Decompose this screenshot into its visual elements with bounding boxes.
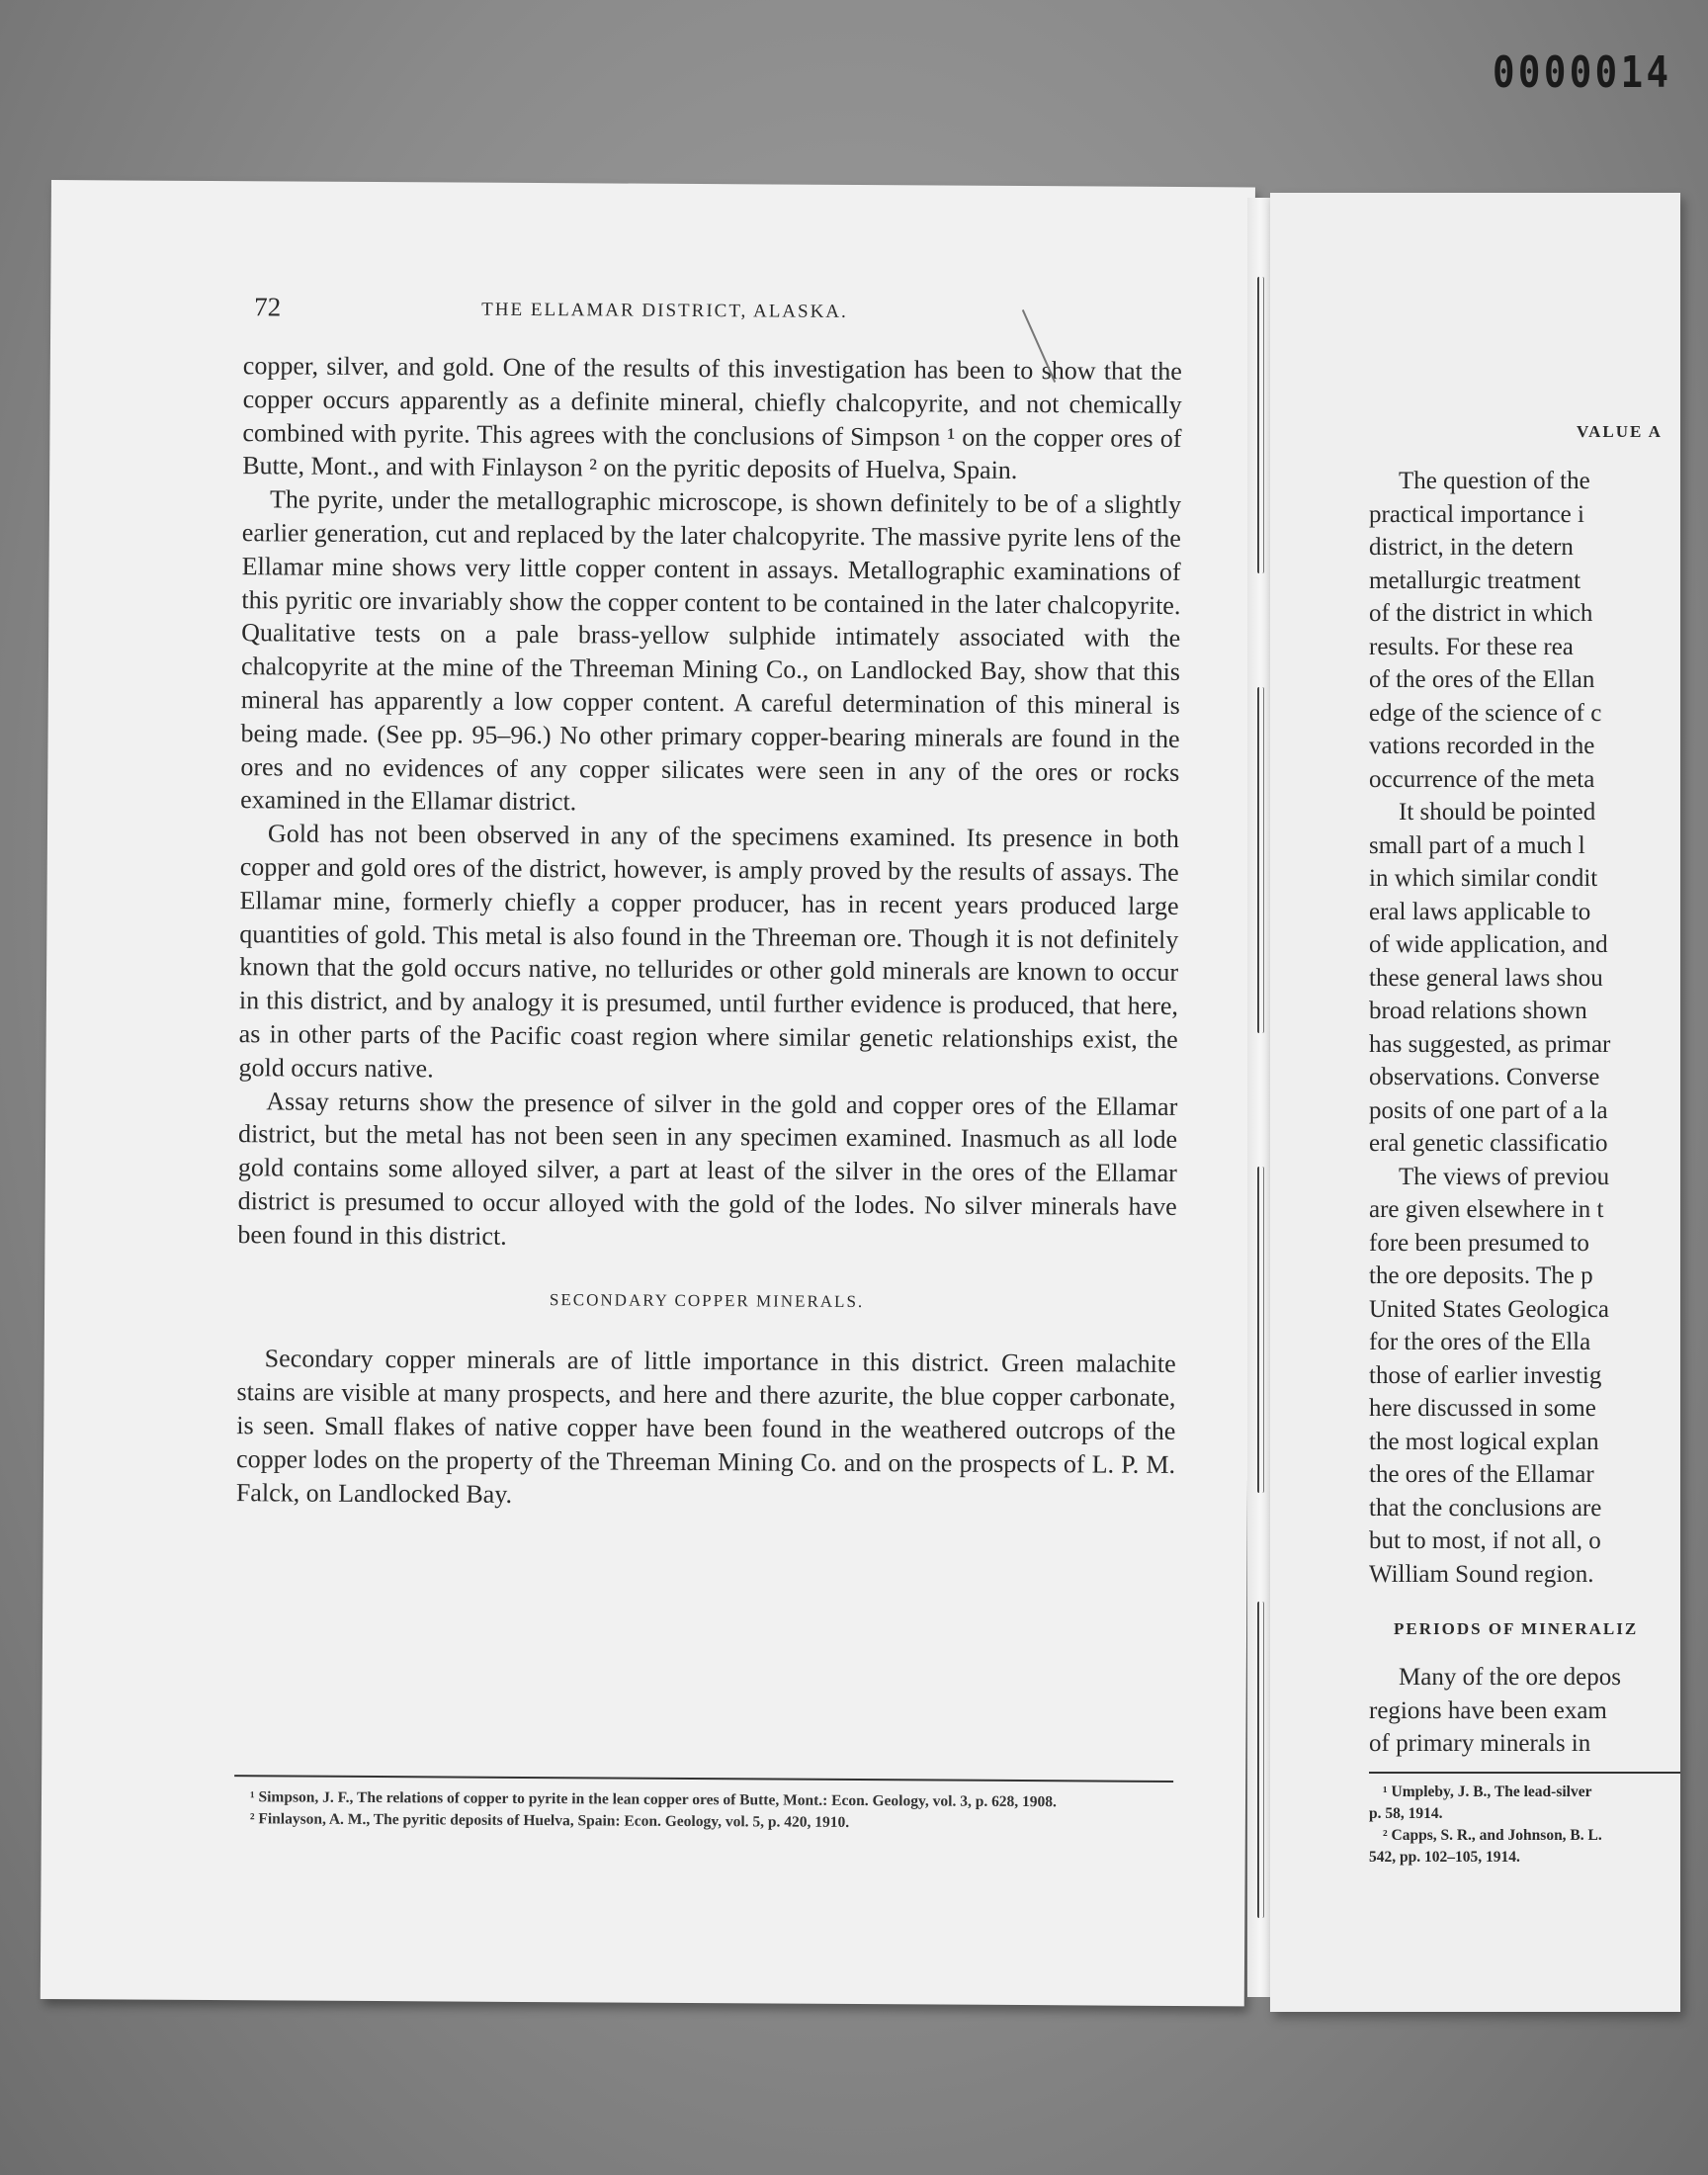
footnotes bbox=[234, 1775, 1173, 1836]
footnote: ² Capps, S. R., and Johnson, B. L. bbox=[1383, 1827, 1602, 1844]
right-body-text bbox=[1369, 1661, 1680, 1761]
right-page bbox=[1270, 193, 1680, 2012]
binding-stitch bbox=[1257, 1602, 1264, 1918]
line: that the conclusions are bbox=[1369, 1494, 1602, 1522]
line: the ores of the Ellamar bbox=[1369, 1461, 1594, 1488]
line: United States Geologica bbox=[1369, 1295, 1609, 1323]
line: eral genetic classificatio bbox=[1369, 1130, 1608, 1157]
running-head bbox=[254, 292, 1144, 336]
paragraph: copper, silver, and gold. One of the results of this investigation has been to show that the copper occurs apparently as a definite mineral, chiefly chalcopyrite, and not chemically combined with pyrite. This agrees with the conclusions of Simpson ¹ on the copper ores of Butte, Mont., and with Finlayson ² on the pyritic deposits of Huelva, Spain. bbox=[242, 351, 1182, 485]
line: the most logical explan bbox=[1369, 1428, 1599, 1455]
line: but to most, if not all, o bbox=[1369, 1527, 1601, 1554]
right-section-heading: PERIODS OF MINERALIZ bbox=[1394, 1619, 1639, 1638]
line: Many of the ore depos bbox=[1399, 1664, 1621, 1691]
binding-stitch bbox=[1257, 1167, 1264, 1493]
line: posits of one part of a la bbox=[1369, 1096, 1608, 1124]
line: of wide application, and bbox=[1369, 931, 1608, 958]
footnote: p. 58, 1914. bbox=[1369, 1805, 1443, 1822]
line: occurrence of the meta bbox=[1369, 765, 1595, 793]
footnote: 542, pp. 102–105, 1914. bbox=[1369, 1849, 1520, 1866]
binding-stitch bbox=[1257, 277, 1264, 573]
line: vations recorded in the bbox=[1369, 733, 1595, 759]
paragraph: Assay returns show the presence of silver in the gold and copper ores of the Ellamar district, but the metal has not been seen in any specimen examined. Inasmuch as all lode gold contains some alloyed silver, a part at least of the silver in the ores of the Ellamar district is presumed to occur alloyed with the gold of the lodes. No silver minerals have been found in this district. bbox=[237, 1086, 1178, 1251]
left-page bbox=[41, 180, 1255, 2006]
right-footnotes bbox=[1369, 1772, 1680, 1869]
footnote: ² Finlayson, A. M., The pyritic deposits of Huelva, Spain: Econ. Geology, vol. 5, p. 420, 1910. bbox=[249, 1810, 850, 1831]
line: observations. Converse bbox=[1369, 1064, 1600, 1090]
footnote: ¹ Simpson, J. F., The relations of copper to pyrite in the lean copper ores of Butte, Mont.: Econ. Geology, vol. 3, p. 628, 1908. bbox=[249, 1788, 1058, 1811]
line: William Sound region. bbox=[1369, 1560, 1594, 1588]
line: the ore deposits. The p bbox=[1369, 1262, 1593, 1289]
line: of primary minerals in bbox=[1369, 1730, 1591, 1757]
paragraph: The pyrite, under the metallographic microscope, is shown definitely to be of a slightly earlier generation, cut and replaced by the later chalcopyrite. The massive pyrite lens of the Ellamar mine shows very little copper content in assays. Metallographic examinations of this pyritic ore invariably show the copper content to be contained in the later chalcopyrite. Qualitative tests on a pale brass-yellow sulphide intimately associated with the chalcopyrite at the mine of the Threeman Mining Co., on Landlocked Bay, show that this mineral has apparently a low copper content. A careful determination of this mineral is being made. (See pp. 95–96.) No other primary copper-bearing minerals are found in the ores and no evidences of any copper silicates were seen in any of the ores or rocks examined in the Ellamar district. bbox=[240, 484, 1182, 817]
line: regions have been exam bbox=[1369, 1696, 1607, 1724]
running-head-title: THE ELLAMAR DISTRICT, ALASKA. bbox=[481, 299, 848, 322]
line: broad relations shown bbox=[1369, 998, 1587, 1024]
line: fore been presumed to bbox=[1369, 1229, 1589, 1257]
body-text bbox=[236, 349, 1182, 1515]
paragraph: Gold has not been observed in any of the specimens examined. Its presence in both copper and gold ores of the district, however, is amply proved by the results of assays. The Ellamar mine, formerly chiefly a copper producer, has in recent years produced large quantities of gold. This metal is also found in the Threeman ore. Though it is not definitely known that the gold occurs native, no tellurides or other gold minerals are known to occur in this district, and by analogy it is presumed, until further evidence is produced, that here, as in other parts of the Pacific coast region where similar genetic relationships exist, the gold occurs native. bbox=[238, 819, 1180, 1084]
line: The views of previou bbox=[1399, 1163, 1610, 1190]
page-number: 72 bbox=[254, 292, 282, 322]
line: of the ores of the Ellan bbox=[1369, 666, 1595, 693]
line: for the ores of the Ella bbox=[1369, 1329, 1591, 1355]
line: these general laws shou bbox=[1369, 964, 1603, 992]
line: eral laws applicable to bbox=[1369, 898, 1591, 925]
line: results. For these rea bbox=[1369, 633, 1574, 660]
line: those of earlier investig bbox=[1369, 1361, 1602, 1389]
line: in which similar condit bbox=[1369, 865, 1598, 892]
line: are given elsewhere in t bbox=[1369, 1196, 1604, 1223]
line: metallurgic treatment bbox=[1369, 566, 1581, 594]
line: practical importance i bbox=[1369, 500, 1584, 528]
archive-stamp-number: 0000014 bbox=[1493, 47, 1672, 98]
right-body-text bbox=[1369, 465, 1680, 1591]
right-section-heading: VALUE A bbox=[1577, 422, 1663, 441]
binding-stitch bbox=[1257, 687, 1264, 1033]
footnote: ¹ Umpleby, J. B., The lead-silver bbox=[1383, 1784, 1592, 1800]
line: district, in the detern bbox=[1369, 534, 1574, 561]
line: of the district in which bbox=[1369, 600, 1593, 627]
paragraph: Secondary copper minerals are of little importance in this district. Green malachite stains are visible at many prospects, and here and there azurite, the blue copper carbonate, is seen. Small flakes of native copper have been found in the weathered outcrops of the copper lodes on the property of the Threeman Mining Co. and on the prospects of L. P. M. Falck, on Landlocked Bay. bbox=[235, 1344, 1176, 1509]
line: It should be pointed bbox=[1399, 799, 1596, 826]
line: has suggested, as primar bbox=[1369, 1030, 1611, 1058]
line: here discussed in some bbox=[1369, 1395, 1596, 1422]
line: The question of the bbox=[1399, 468, 1590, 494]
line: edge of the science of c bbox=[1369, 699, 1602, 727]
line: small part of a much l bbox=[1369, 831, 1585, 859]
section-heading: SECONDARY COPPER MINERALS. bbox=[549, 1289, 865, 1311]
